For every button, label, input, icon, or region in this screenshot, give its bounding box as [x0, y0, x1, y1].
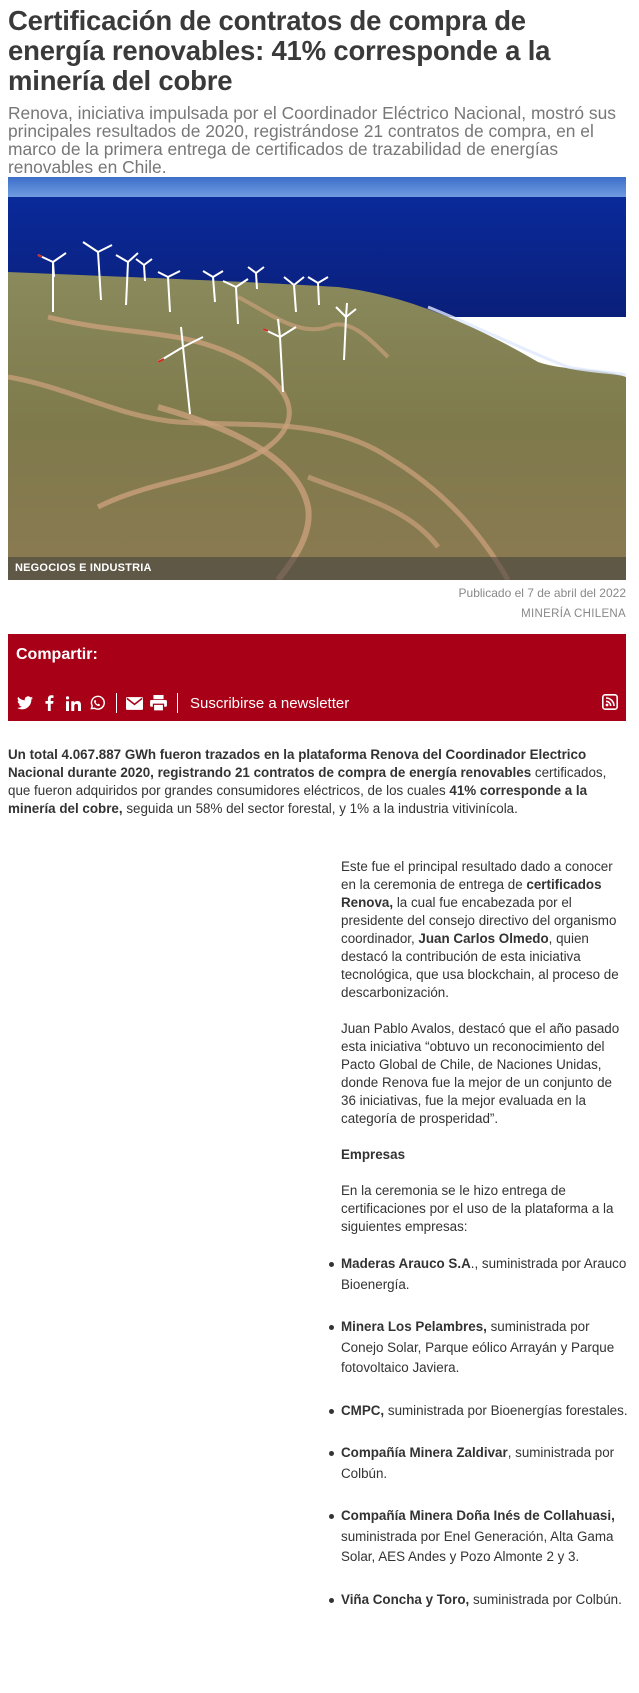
- company-name: Compañía Minera Zaldivar: [341, 1445, 508, 1460]
- rss-icon[interactable]: [602, 694, 618, 710]
- list-item: [341, 1590, 628, 1611]
- linkedin-icon[interactable]: [64, 694, 82, 712]
- p1-bold-1: certificados Renova,: [341, 877, 602, 910]
- company-detail: suministrada por Conejo Solar, Parque eólico Arrayán y Parque fotovoltaico Javiera.: [341, 1319, 615, 1375]
- p1-text-d: , quien destacó la contribución de esta iniciativa tecnológica, que usa blockchain, al proceso de descarbonización.: [341, 931, 619, 1000]
- company-list: [341, 1254, 628, 1610]
- p1-bold-2: Juan Carlos Olmedo: [418, 931, 549, 946]
- company-detail: suministrada por Colbún.: [469, 1591, 622, 1607]
- body-paragraph-1: [341, 858, 628, 1002]
- article-lead: [8, 746, 628, 818]
- company-detail: suministrada por Enel Generación, Alta Gama Solar, AES Andes y Pozo Almonte 2 y 3.: [341, 1528, 614, 1564]
- lead-text-2: seguida un 58% del sector forestal, y 1% a la industria vitivinícola.: [122, 801, 518, 816]
- company-detail: suministrada por Bioenergías forestales.: [384, 1402, 628, 1418]
- list-item: [341, 1254, 628, 1295]
- p1-text-a: Este fue el principal resultado dado a conocer en la ceremonia de entrega de: [341, 859, 613, 892]
- article-subtitle: Renova, iniciativa impulsada por el Coordinador Eléctrico Nacional, mostró sus principales resultados de 2020, registrándose 21 contratos de compra, en el marco de la primera entrega de certificados de trazabilidad de energías renovables en Chile.: [8, 103, 616, 177]
- list-item: [341, 1317, 628, 1379]
- company-name: Minera Los Pelambres,: [341, 1319, 487, 1334]
- lead-bold-1: Un total 4.067.887 GWh fueron trazados en la plataforma Renova del Coordinador Electrico Nacional durante 2020, registrando 21 contratos de compra de energía renovables: [8, 747, 587, 780]
- share-separator: [177, 693, 178, 713]
- hero-image: [8, 177, 626, 580]
- whatsapp-icon[interactable]: [88, 694, 106, 712]
- section-heading: Empresas: [341, 1147, 406, 1162]
- article-headline: Certificación de contratos de compra de energía renovables: 41% corresponde a la minería del cobre: [8, 5, 551, 96]
- company-detail: , suministrada por Colbún.: [341, 1445, 615, 1481]
- lead-bold-2: 41% corresponde a la minería del cobre,: [8, 783, 588, 816]
- share-separator: [116, 693, 117, 713]
- company-name: Viña Concha y Toro,: [341, 1591, 470, 1607]
- share-title: Compartir:: [16, 646, 98, 663]
- list-item: [341, 1443, 628, 1484]
- company-name: Compañía Minera Doña Inés de Collahuasi,: [341, 1508, 615, 1523]
- list-item: [341, 1506, 628, 1568]
- company-detail: ., suministrada por Arauco Bioenergía.: [341, 1256, 627, 1292]
- company-name: CMPC,: [341, 1402, 385, 1418]
- newsletter-link[interactable]: Suscribirse a newsletter: [190, 694, 350, 712]
- twitter-icon[interactable]: [16, 694, 34, 712]
- lead-text-1: certificados, que fueron adquiridos por grandes consumidores eléctricos, de los cuales: [8, 765, 607, 798]
- wind-farm-photo: [8, 177, 626, 580]
- image-category-tag[interactable]: NEGOCIOS E INDUSTRIA: [8, 557, 626, 580]
- body-paragraph-2: Juan Pablo Avalos, destacó que el año pasado esta iniciativa “obtuvo un reconocimiento del Pacto Global de Chile, de Naciones Unidas, donde Renova fue la mejor de un conjunto de 36 iniciativas, fue la mejor evaluada en la categoría de prosperidad”.: [341, 1021, 620, 1126]
- article-source: MINERÍA CHILENA: [521, 608, 626, 620]
- p1-text-c: la cual fue encabezada por el presidente del consejo directivo del organismo coordinador,: [341, 895, 617, 946]
- publish-date: Publicado el 7 de abril del 2022: [458, 586, 626, 600]
- company-name: Maderas Arauco S.A: [341, 1256, 471, 1271]
- print-icon[interactable]: [149, 694, 167, 712]
- article-body: [341, 858, 628, 1632]
- share-bar: [8, 634, 626, 721]
- email-icon[interactable]: [125, 694, 143, 712]
- share-icons: [16, 692, 349, 714]
- list-item: [341, 1401, 628, 1422]
- facebook-icon[interactable]: [40, 694, 58, 712]
- body-paragraph-3: En la ceremonia se le hizo entrega de certificaciones por el uso de la plataforma a la siguientes empresas:: [341, 1183, 614, 1234]
